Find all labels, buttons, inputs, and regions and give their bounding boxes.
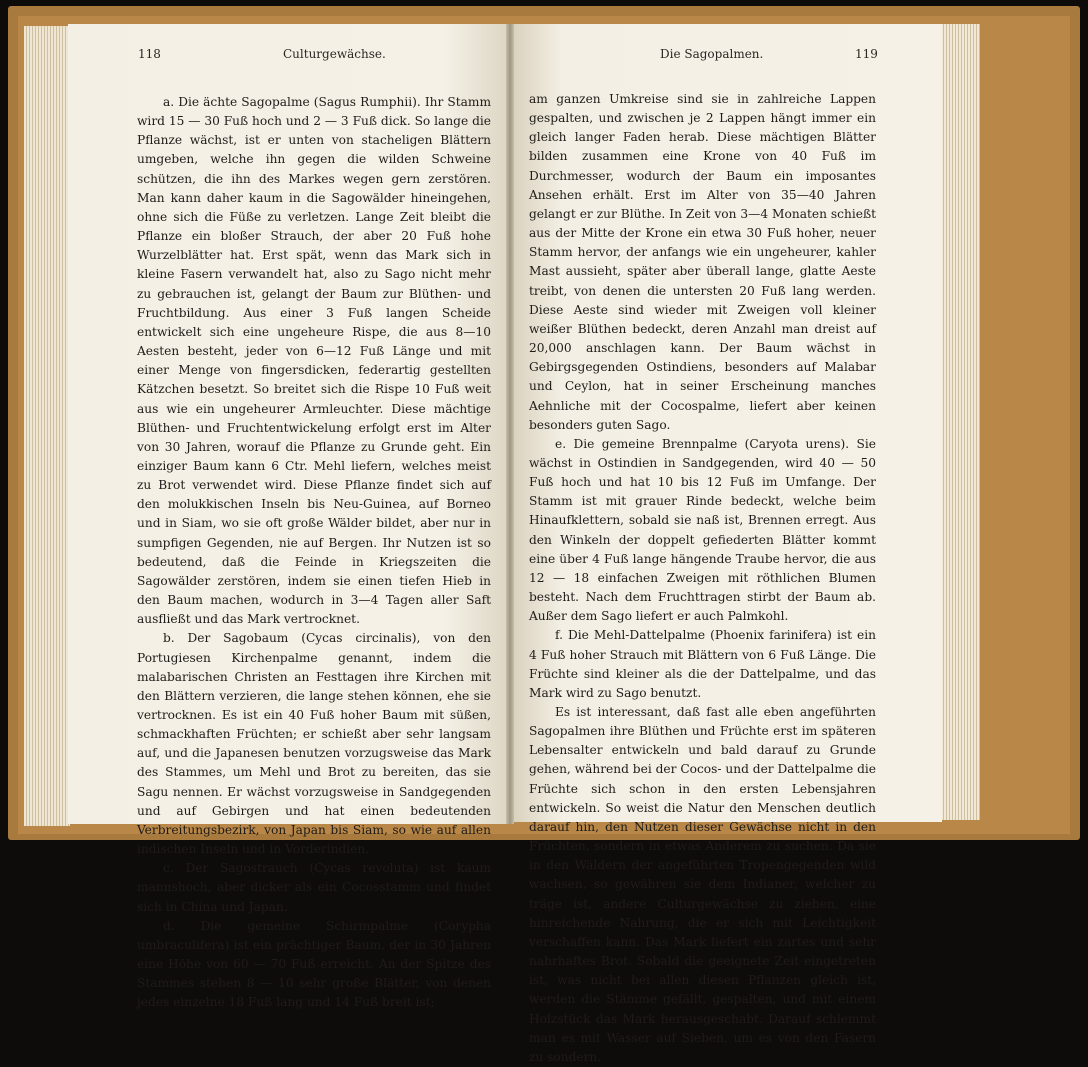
paragraph-corypha-continued: am ganzen Umkreise sind sie in zahlreiche Lappen gespalten, und zwischen je 2 Lappen hängt immer ein gleich langer Faden herab. Diese mächtigen Blätter bilden zusammen eine Krone von 40 Fuß im Durchmesser, wodurch der Baum ein imposantes Ansehen erhält. Erst im Alter von 35—40 Jahren gelangt er zur Blüthe. In Zeit von 3—4 Monaten schießt aus der Mitte der Krone ein etwa 30 Fuß hoher, neuer Stamm hervor, der anfangs wie ein ungeheurer, kahler Mast aussieht, später aber überall lange, glatte Aeste treibt, von denen die untersten 20 Fuß lang werden. Diese Aeste sind wieder mit Zweigen voll kleiner weißer Blüthen bedeckt, deren Anzahl man dreist auf 20,000 anschlagen kann. Der Baum wächst in Gebirgsgegenden Ostindiens, besonders auf Malabar und Ceylon, hat in seiner Erscheinung manches Aehnliche mit der Cocospalme, liefert aber keinen besonders guten Sago. [529,92,876,432]
page-edges-left [24,26,70,826]
paragraph-cycas-circinalis: b. Der Sagobaum (Cycas circinalis), von den Portugiesen Kirchenpalme genannt, indem die malabarischen Christen an Festtagen ihre Kirchen mit den Blättern verzieren, die lange stehen können, ehe sie vertrocknen. Es ist ein 40 Fuß hoher Baum mit süßen, schmackhaften Früchten; er schießt aber sehr langsam auf, und die Japanesen benutzen vorzugsweise das Mark des Stammes, um Mehl und Brot zu bereiten, das sie Sagu nennen. Er wächst vorzugsweise in Sandgegenden und auf Gebirgen und hat einen bedeutenden Verbreitungsbezirk, von Japan bis Siam, so wie auf allen indischen Inseln und in Vorderindien. [137,631,491,857]
page-edges-right [940,24,980,820]
right-page-number: 119 [855,47,878,61]
book-gutter [506,24,514,824]
paragraph-corypha: d. Die gemeine Schirmpalme (Corypha umbraculifera) ist ein prächtiger Baum, der in 30 Jahren eine Höhe von 60 — 70 Fuß erreicht. An der Spitze des Stammes stehen 8 — 10 sehr große Blätter, von denen jedes einzelne 18 Fuß lang und 14 Fuß breit ist; [137,918,491,1010]
left-running-header: Culturgewächse. [283,47,386,61]
right-page-text [529,90,876,1067]
paragraph-cycas-revoluta: c. Der Sagostrauch (Cycas revoluta) ist kaum mannshoch, aber dicker als ein Cocosstamm und findet sich in China und Japan. [137,861,491,914]
paragraph-sagus-rumphii: a. Die ächte Sagopalme (Sagus Rumphii). Ihr Stamm wird 15 — 30 Fuß hoch und 2 — 3 Fuß dick. So lange die Pflanze wächst, ist er unten von stacheligen Blättern umgeben, welche ihn gegen die wilden Schweine schützen, die ihn des Markes wegen gern zerstören. Man kann daher kaum in die Sagowälder hineingehen, ohne sich die Füße zu verletzen. Lange Zeit bleibt die Pflanze ein bloßer Strauch, der aber 20 Fuß hohe Wurzelblätter hat. Erst spät, wenn das Mark sich in kleine Fasern verwandelt hat, also zu Sago nicht mehr zu gebrauchen ist, gelangt der Baum zur Blüthen- und Fruchtbildung. Aus einer 3 Fuß langen Scheide entwickelt sich eine ungeheure Rispe, die aus 8—10 Aesten besteht, jeder von 6—12 Fuß Länge und mit einer Menge von fingersdicken, federartig gestellten Kätzchen besetzt. So breitet sich die Rispe 10 Fuß weit aus wie ein ungeheurer Armleuchter. Diese mächtige Blüthen- und Fruchtentwickelung erfolgt erst im Alter von 30 Jahren, worauf die Pflanze zu Grunde geht. Ein einziger Baum kann 6 Ctr. Mehl liefern, welches meist zu Brot verwendet wird. Diese Pflanze findet sich auf den molukkischen Inseln bis Neu-Guinea, auf Borneo und in Siam, wo sie oft große Wälder bildet, aber nur in sumpfigen Gegenden, nie auf Bergen. Ihr Nutzen ist so bedeutend, daß die Feinde in Kriegszeiten die Sagowälder zerstören, indem sie einen tiefen Hieb in den Baum machen, wodurch in 3—4 Tagen aller Saft ausfließt und das Mark vertrocknet. [137,95,491,627]
paragraph-sago-summary: Es ist interessant, daß fast alle eben angeführten Sagopalmen ihre Blüthen und Früchte erst im späteren Lebensalter entwickeln und bald darauf zu Grunde gehen, während bei der Cocos- und der Dattelpalme die Früchte sich schon in den ersten Lebensjahren entwickeln. So weist die Natur den Menschen deutlich darauf hin, den Nutzen dieser Gewächse nicht in den Früchten, sondern in etwas Anderem zu suchen. Da sie in den Wäldern der angeführten Tropengegenden wild wachsen, so gewähren sie dem Indianer, welcher zu träge ist, andere Culturgewächse zu ziehen, eine hinreichende Nahrung, die er sich mit Leichtigkeit verschaffen kann. Das Mark liefert ein zartes und sehr nahrhaftes Brot. Sobald die geeignete Zeit eingetreten ist, was nicht bei allen diesen Pflanzen gleich ist, werden die Stämme gefällt, gespalten, und mit einem Holzstück das Mark herausgeschabt. Darauf schlemmt man es mit Wasser auf Sieben, um es von den Fasern zu sondern. [529,705,876,1064]
paragraph-caryota-urens: e. Die gemeine Brennpalme (Caryota urens). Sie wächst in Ostindien in Sandgegenden, wird 40 — 50 Fuß hoch und hat 10 bis 12 Fuß im Umfange. Der Stamm ist mit grauer Rinde bedeckt, welche beim Hinaufklettern, sobald sie naß ist, Brennen erregt. Aus den Winkeln der doppelt gefiederten Blätter kommt eine über 4 Fuß lange hängende Traube hervor, die aus 12 — 18 einfachen Zweigen mit röthlichen Blumen besteht. Nach dem Fruchttragen stirbt der Baum ab. Außer dem Sago liefert er auch Palmkohl. [529,436,876,624]
right-running-header: Die Sagopalmen. [660,47,764,61]
paragraph-phoenix-farinifera: f. Die Mehl-Dattelpalme (Phoenix farinifera) ist ein 4 Fuß hoher Strauch mit Blättern von 6 Fuß Länge. Die Früchte sind kleiner als die der Dattelpalme, und das Mark wird zu Sago benutzt. [529,628,876,700]
left-page-number: 118 [138,47,161,61]
left-page-text [137,93,491,1013]
